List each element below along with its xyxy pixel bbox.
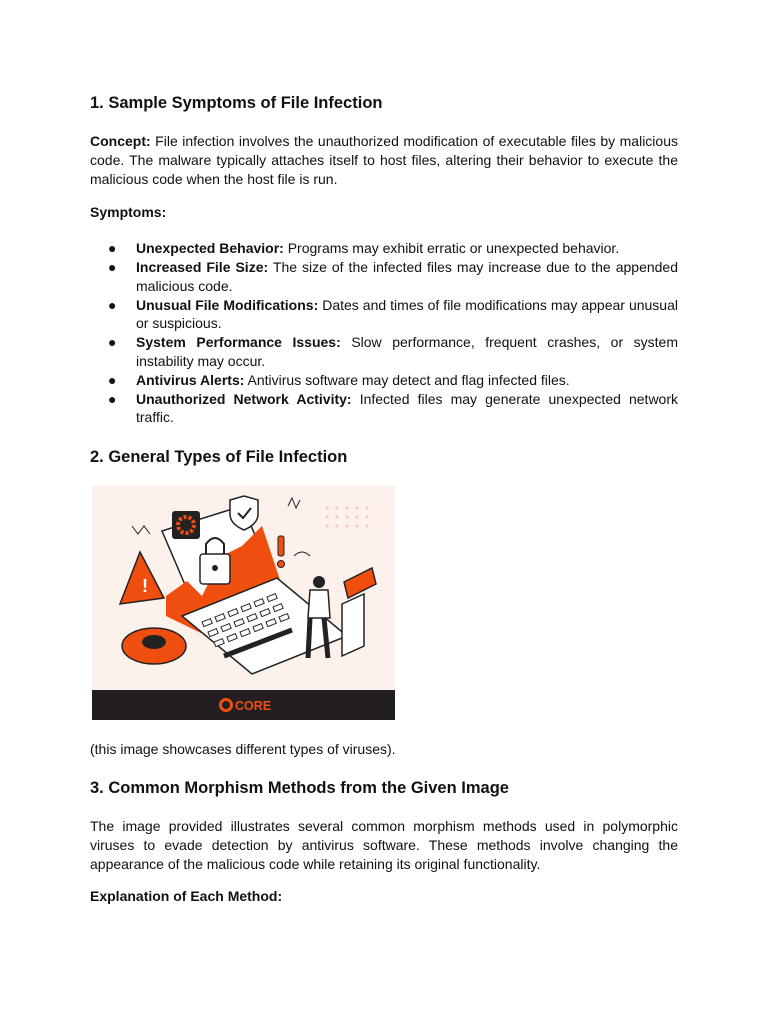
symptom-label: Unexpected Behavior: xyxy=(136,240,284,257)
image-caption: (this image showcases different types of viruses). xyxy=(90,741,396,758)
core-logo-text: CORE xyxy=(235,699,272,714)
symptom-label: Increased File Size: xyxy=(136,258,269,275)
symptom-item xyxy=(90,258,678,296)
symptom-item xyxy=(90,371,678,390)
explanation-label: Explanation of Each Method: xyxy=(90,888,283,905)
section3-heading: 3. Common Morphism Methods from the Given Image xyxy=(90,778,509,797)
concept-paragraph xyxy=(90,132,678,188)
large-gear-hole xyxy=(142,635,166,649)
exclamation-icon xyxy=(278,536,284,556)
symptom-label: System Performance Issues: xyxy=(136,334,341,351)
document-content xyxy=(90,92,678,921)
symptom-text: Slow performance, frequent crashes, or system instability may occur. xyxy=(136,334,678,369)
bullet-icon: ● xyxy=(108,390,117,407)
symptom-label: Antivirus Alerts: xyxy=(136,371,245,388)
terminal-stand xyxy=(342,594,364,656)
section2-heading: 2. General Types of File Infection xyxy=(90,448,348,467)
bullet-icon: ● xyxy=(108,258,117,275)
person-head xyxy=(313,576,325,588)
padlock-keyhole xyxy=(212,565,218,571)
concept-text: File infection involves the unauthorized modification of executable files by malicious code. The malware typically attaches itself to host files, altering their behavior to execute the malicious code when the host file is run. xyxy=(90,133,678,187)
warning-mark: ! xyxy=(142,576,148,597)
person-torso xyxy=(308,590,330,618)
bullet-icon: ● xyxy=(108,296,117,313)
symptom-item xyxy=(90,239,678,258)
virus-types-illustration xyxy=(92,486,395,720)
symptom-item xyxy=(90,333,678,371)
morphism-paragraph: The image provided illustrates several common morphism methods used in polymorphic viruses to evade detection by antivirus software. These methods involve changing the appearance of the malicious code while retaining its original functionality. xyxy=(90,817,678,872)
symptom-text: Dates and times of file modifications may appear unusual or suspicious. xyxy=(136,296,678,332)
explanation-label-paragraph xyxy=(90,887,678,906)
symptoms-label: Symptoms: xyxy=(90,204,167,221)
symptoms-list xyxy=(90,239,678,427)
illustration-svg xyxy=(92,486,395,720)
symptom-text: Infected files may generate unexpected network traffic. xyxy=(136,390,679,426)
symptom-item xyxy=(90,390,678,428)
symptom-label: Unauthorized Network Activity: xyxy=(136,390,352,407)
concept-label: Concept: xyxy=(90,133,151,149)
bullet-icon: ● xyxy=(108,371,117,388)
symptom-text: Programs may exhibit erratic or unexpected behavior. xyxy=(283,240,620,257)
bullet-icon: ● xyxy=(108,240,117,257)
symptom-text: The size of the infected files may increase due to the appended malicious code. xyxy=(136,258,678,294)
symptom-item xyxy=(90,296,678,334)
exclamation-dot xyxy=(278,561,285,568)
symptoms-label-paragraph xyxy=(90,203,678,222)
bullet-icon: ● xyxy=(108,334,117,351)
symptom-text: Antivirus software may detect and flag infected files. xyxy=(244,371,570,388)
section1-heading: 1. Sample Symptoms of File Infection xyxy=(90,94,383,112)
symptom-label: Unusual File Modifications: xyxy=(136,296,319,313)
